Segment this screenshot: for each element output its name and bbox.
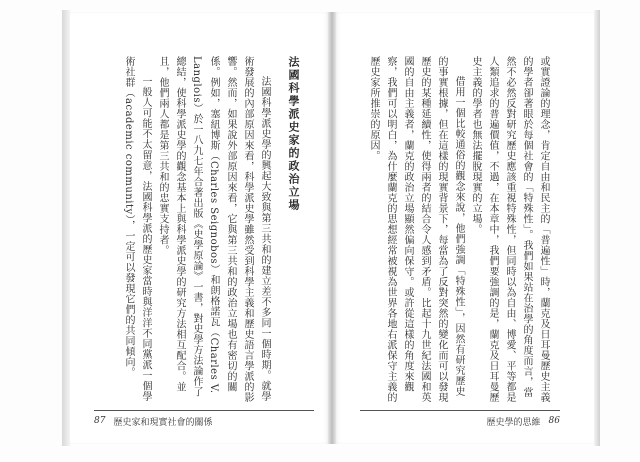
left-page-body <box>92 56 302 406</box>
left-running-title: 歷史家和現實社會的關係 <box>113 417 213 428</box>
left-footer <box>94 410 314 429</box>
right-paragraph-2: 借用一個比較通俗的觀念來說，他們強調「特殊性」，因然有研究歷史的事實根據，但在這樣的現實背景下，每當為了反對突然的變化而可以發現歷史的某種延續性，使得兩者的結合令人感到矛盾。比起十九世紀法國和英國的自由主義者，蘭克的政治立場顯然偏向保守。或許從這樣的角度來觀察，我們可以明白，為什麼蘭克的思想經常被視為世界各地右派保守主義的歷史家所推崇的原因。 <box>368 56 464 403</box>
right-paragraph-1: 或實證論的理念，肯定自由和民主的「普遍性」時，蘭克及日耳曼歷史主義的學者卻著眼於每個社會的「特殊性」。我們如果站在治學的角度而言，當然不必然反對研究歷史應該重視特殊性，但同時以為自由、博愛、平等都是人類追求的普遍價值，不過，在本章中，我們要強調的是，蘭克及日耳曼歷史主義的學者也無法擺脫現實的立場。 <box>470 56 549 403</box>
right-footer <box>360 410 560 429</box>
left-page-number: 87 <box>94 416 106 426</box>
book-gutter <box>328 12 336 444</box>
left-paragraph-1: 法國科學派史學的興起大致與第三共和的建立差不多同一個時期。就學術發展的內部原因來看，科學派史學雖然受到科學主義和歷史語言學派的影響。然而，如果說外部原因來看，它與第三共和的政治立場也有密切的關係。例如，塞紐博斯（Charles Seignobos）和朗格諾瓦（Charles V. Langlois）於一八九七年合著出版《史學原論》一書，對史學方法論作了總結，使科學派史學的觀念基本上與科學派史學的研究方法相互配合。並且，他們兩人都是第三共和的忠實支持者。 <box>157 56 270 403</box>
right-page-edge <box>594 10 600 446</box>
left-paragraph-2: 一般人可能不太留意，法國科學派的歷史家當時與洋洋不同黨派一個學術社群（academic community），一定可以發現它們的共同傾向。 <box>123 56 151 402</box>
right-running-title: 歷史學的思維 <box>486 417 541 428</box>
right-page-number: 86 <box>548 416 560 426</box>
left-page-edge <box>62 10 70 446</box>
right-page-body <box>362 56 552 406</box>
section-heading: 法國科學派史家的政治立場 <box>287 56 300 212</box>
